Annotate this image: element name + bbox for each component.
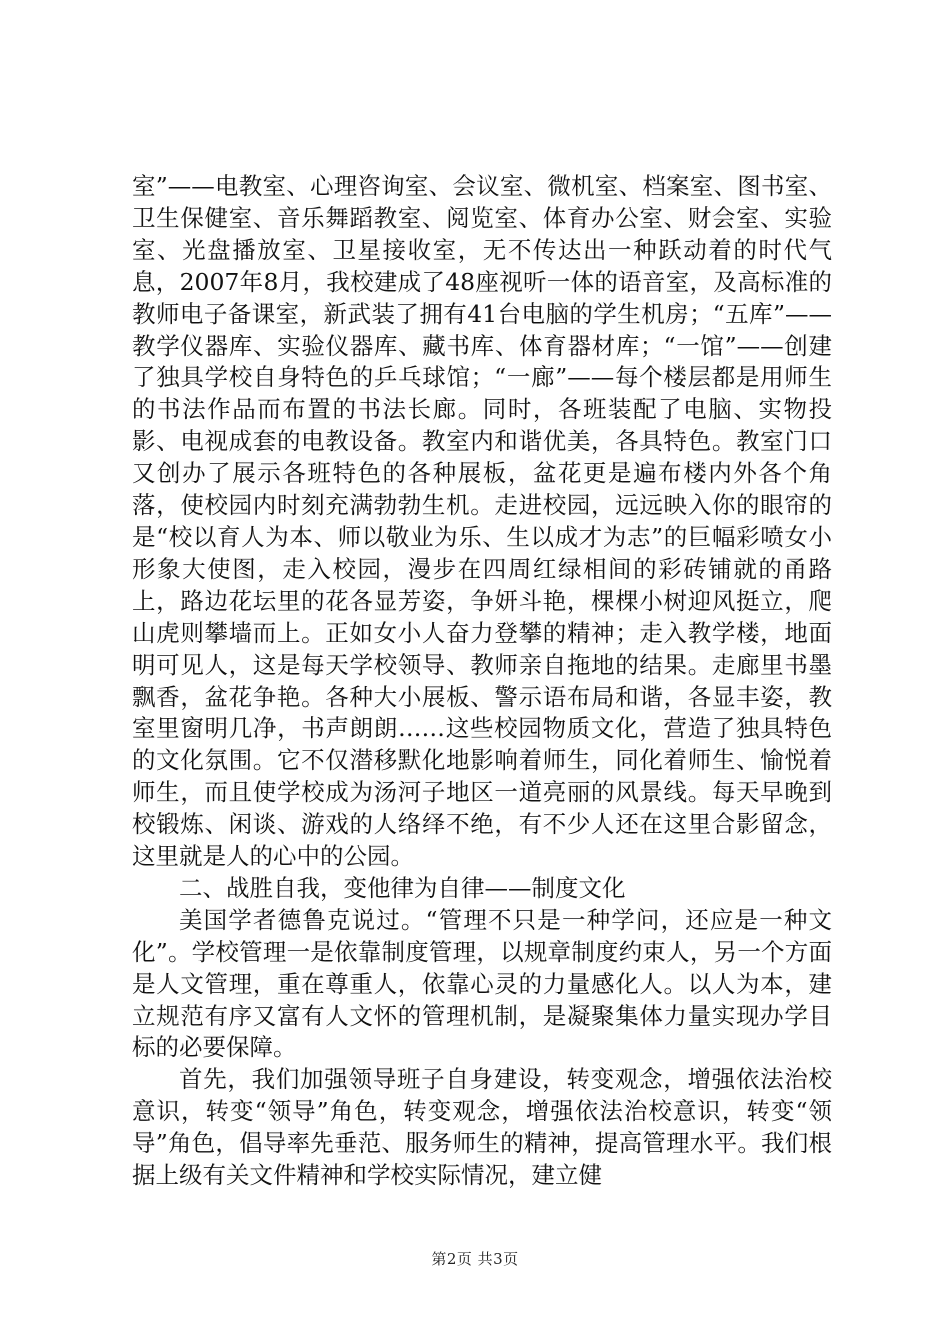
paragraph-leadership: 首先，我们加强领导班子自身建设，转变观念，增强依法治校意识，转变“领导”角色，转变观念，增强依法治校意识，转变“领导”角色，倡导率先垂范、服务师生的精神，提高管理水平。我们根据上级有关文件精神和学校实际情况，建立健 <box>132 1065 832 1190</box>
paragraph-management-culture: 美国学者德鲁克说过。“管理不只是一种学问，还应是一种文化”。学校管理一是依靠制度管理，以规章制度约束人，另一个方面是人文管理，重在尊重人，依靠心灵的力量感化人。以人为本，建立规范有序又富有人文怀的管理机制，是凝聚集体力量实现办学目标的必要保障。 <box>132 905 832 1062</box>
document-body <box>132 171 832 1192</box>
section-heading-institutional-culture: 二、战胜自我，变他律为自律——制度文化 <box>179 873 626 902</box>
paragraph-facilities: 室”——电教室、心理咨询室、会议室、微机室、档案室、图书室、卫生保健室、音乐舞蹈教室、阅览室、体育办公室、财会室、实验室、光盘播放室、卫星接收室，无不传达出一种跃动着的时代气息，2007年8月，我校建成了48座视听一体的语音室，及高标准的教师电子备课室，新武装了拥有41台电脑的学生机房；“五库”——教学仪器库、实验仪器库、藏书库、体育器材库；“一馆”——创建了独具学校自身特色的乒乓球馆；“一廊”——每个楼层都是用师生的书法作品而布置的书法长廊。同时，各班装配了电脑、实物投影、电视成套的电教设备。教室内和谐优美，各具特色。教室门口又创办了展示各班特色的各种展板，盆花更是遍布楼内外各个角落，使校园内时刻充满勃勃生机。走进校园，远远映入你的眼帘的是“校以育人为本、师以敬业为乐、生以成才为志”的巨幅彩喷女小形象大使图，走入校园，漫步在四周红绿相间的彩砖铺就的甬路上，路边花坛里的花各显芳姿，争妍斗艳，棵棵小树迎风挺立，爬山虎则攀墙而上。正如女小人奋力登攀的精神；走入教学楼，地面明可见人，这是每天学校领导、教师亲自拖地的结果。走廊里书墨飘香，盆花争艳。各种大小展板、警示语布局和谐，各显丰姿，教室里窗明几净，书声朗朗……这些校园物质文化，营造了独具特色的文化氛围。它不仅潜移默化地影响着师生，同化着师生、愉悦着师生，而且使学校成为汤河子地区一道亮丽的风景线。每天早晚到校锻炼、闲谈、游戏的人络绎不绝，有不少人还在这里合影留念，这里就是人的心中的公园。 <box>132 172 832 871</box>
page-number-footer: 第2页 共3页 <box>431 1250 519 1268</box>
